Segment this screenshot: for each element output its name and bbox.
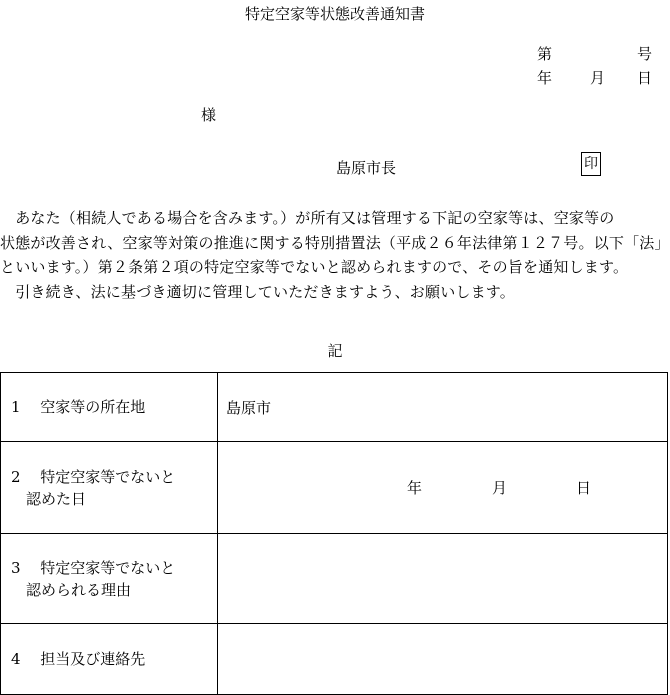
- seal-stamp: 印: [581, 152, 601, 176]
- ki-heading: 記: [327, 342, 343, 360]
- number-suffix: 号: [637, 45, 653, 63]
- row-label: [1, 442, 218, 534]
- label-line: 2 特定空家等でないと: [11, 467, 176, 486]
- table-row: [1, 534, 668, 624]
- row-label: [1, 534, 218, 624]
- date-year: 年: [407, 478, 423, 497]
- label-line: 認めた日: [11, 489, 87, 508]
- date-month: 月: [492, 478, 508, 497]
- label-line: 1 空家等の所在地: [11, 398, 146, 416]
- row-label: [1, 624, 218, 695]
- addressee-honorific: 様: [201, 106, 217, 124]
- row-value: [218, 624, 668, 695]
- body-line: 引き続き、法に基づき適切に管理していただきますよう、お願いします。: [0, 282, 516, 301]
- row-value: 島原市: [218, 373, 668, 442]
- table-row: [1, 624, 668, 695]
- date-month: 月: [590, 69, 606, 87]
- date-day: 日: [637, 69, 653, 87]
- table-row: [1, 373, 668, 442]
- body-text: [0, 206, 670, 304]
- label-line: 3 特定空家等でないと: [11, 558, 176, 577]
- body-line: あなた（相続人である場合を含みます。）が所有又は管理する下記の空家等は、空家等の: [0, 209, 615, 227]
- body-line: 状態が改善され、空家等対策の推進に関する特別措置法（平成２６年法律第１２７号。以下「法」: [0, 233, 670, 252]
- row-value: [218, 442, 668, 534]
- row-value: [218, 534, 668, 624]
- items-table: [0, 372, 668, 695]
- label-line: 認められる理由: [11, 580, 132, 599]
- number-prefix: 第: [537, 45, 553, 63]
- date-year: 年: [537, 69, 553, 87]
- label-line: 4 担当及び連絡先: [11, 650, 146, 668]
- body-line: といいます。）第２条第２項の特定空家等でないと認められますので、その旨を通知します。: [0, 258, 629, 276]
- date-field: [226, 477, 667, 499]
- sender-title: 島原市長: [336, 159, 397, 177]
- document-title: 特定空家等状態改善通知書: [244, 5, 425, 23]
- table-row: [1, 442, 668, 534]
- row-label: [1, 373, 218, 442]
- date-day: 日: [576, 478, 592, 497]
